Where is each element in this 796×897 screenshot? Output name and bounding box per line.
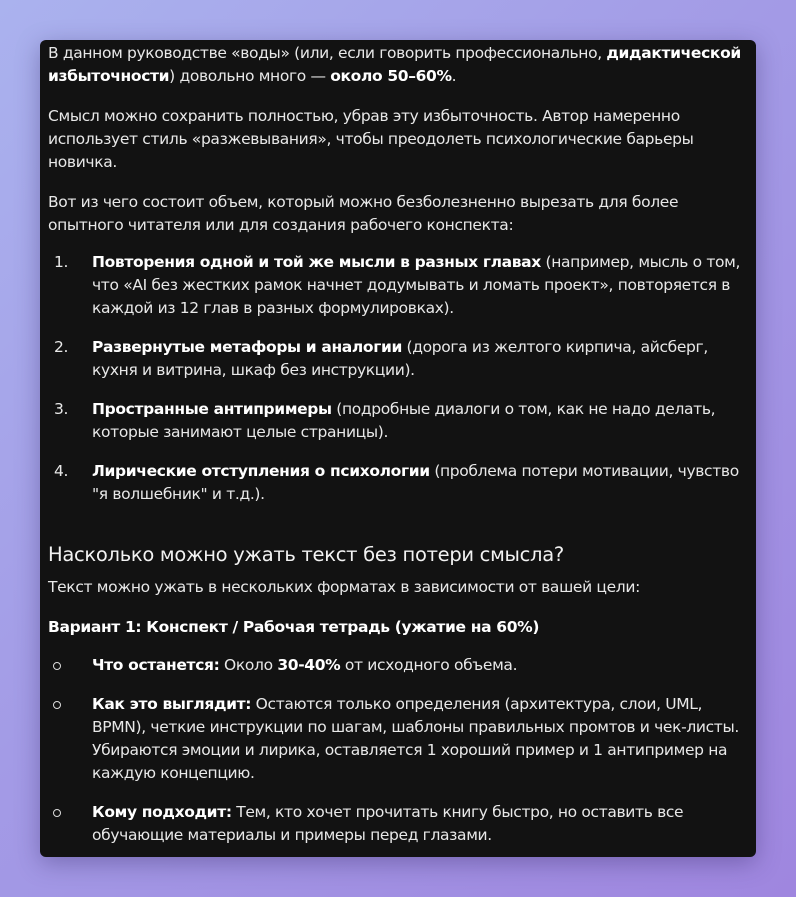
bullet-label: Кому подходит: <box>92 803 232 821</box>
list-item-text: (проблема потери мотивации, чувство "я волшебник" и т.д.). <box>92 462 739 503</box>
list-item-title: Пространные антипримеры <box>92 400 332 418</box>
bullet-label: Что останется: <box>92 656 220 674</box>
bullet-item <box>48 801 748 847</box>
list-item-title: Развернутые метафоры и аналогии <box>92 338 402 356</box>
intro-bold-percent: около 50–60% <box>330 67 452 85</box>
list-item-text: (дорога из желтого кирпича, айсберг, кухня и витрина, шкаф без инструкции). <box>92 338 708 379</box>
bullet-item <box>48 654 748 677</box>
list-item <box>48 251 748 320</box>
message-content <box>40 40 756 847</box>
list-item-title: Повторения одной и той же мысли в разных главах <box>92 253 541 271</box>
bullet-text: Остаются только определения (архитектура, слои, UML, BPMN), четкие инструкции по шагам, шаблоны правильных промтов и чек-листы. Убираются эмоции и лирика, оставляется 1 хороший пример и 1 антипример на каждую концепцию. <box>92 695 739 782</box>
bullet-text-tail: от исходного объема. <box>340 656 518 674</box>
bullet-text: Тем, кто хочет прочитать книгу быстро, но оставить все обучающие материалы и примеры перед глазами. <box>92 803 684 844</box>
intro-text-e: . <box>451 67 457 85</box>
list-number: 1. <box>54 253 69 271</box>
bullet-label: Как это выглядит: <box>92 695 252 713</box>
chat-message-card <box>40 40 756 857</box>
list-item <box>48 460 748 506</box>
list-number: 4. <box>54 462 69 480</box>
list-item-title: Лирические отступления о психологии <box>92 462 430 480</box>
intro-paragraph-1 <box>48 42 748 88</box>
bullet-item <box>48 693 748 785</box>
section-intro: Текст можно ужать в нескольких форматах в зависимости от вашей цели: <box>48 578 640 596</box>
variant-title <box>48 616 748 639</box>
bullet-list <box>48 654 748 847</box>
list-item-text: (подробные диалоги о том, как не надо делать, которые занимают целые страницы). <box>92 400 716 441</box>
hollow-bullet-icon <box>53 701 61 709</box>
variant-title-text: Вариант 1: Конспект / Рабочая тетрадь (ужатие на 60%) <box>48 618 540 636</box>
numbered-list <box>48 251 748 506</box>
intro-paragraph-2: Смысл можно сохранить полностью, убрав эту избыточность. Автор намеренно использует стиль «разжевывания», чтобы преодолеть психологические барьеры новичка. <box>48 107 694 171</box>
list-item <box>48 398 748 444</box>
bullet-bold-value: 30-40% <box>277 656 341 674</box>
intro-paragraph-3: Вот из чего состоит объем, который можно безболезненно вырезать для более опытного читателя или для создания рабочего конспекта: <box>48 193 679 234</box>
intro-text-c: ) довольно много — <box>169 67 331 85</box>
list-item-text: (например, мысль о том, что «AI без жестких рамок начнет додумывать и ломать проект», повторяется в каждой из 12 глав в разных формулировках). <box>92 253 741 317</box>
bullet-text: Около <box>219 656 278 674</box>
hollow-bullet-icon <box>53 662 61 670</box>
list-number: 2. <box>54 338 69 356</box>
section-heading: Насколько можно ужать текст без потери смысла? <box>48 543 564 566</box>
hollow-bullet-icon <box>53 809 61 817</box>
list-item <box>48 336 748 382</box>
intro-text-a: В данном руководстве «воды» (или, если говорить профессионально, <box>48 44 607 62</box>
intro-bold-term: дидактической избыточности <box>48 44 741 85</box>
list-number: 3. <box>54 400 69 418</box>
